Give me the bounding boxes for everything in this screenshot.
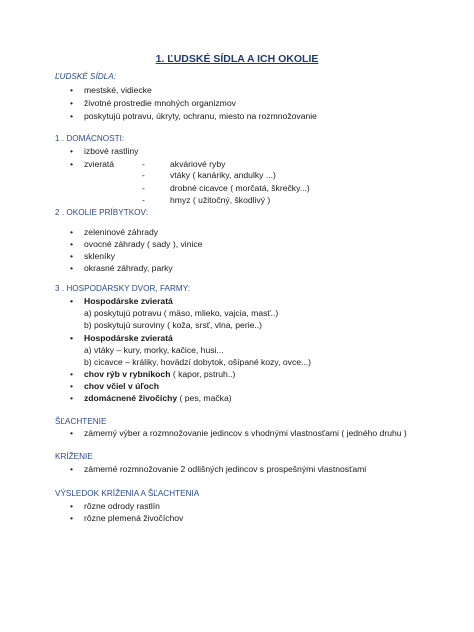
list-item: • Hospodárske zvieratá: [84, 333, 173, 344]
list-item: akváriové ryby: [170, 159, 226, 169]
list-item: • zámerný výber a rozmnožovanie jedincov s vhodnými vlastnosťami ( jedného druhu ): [84, 428, 407, 439]
dash-mark: -: [142, 159, 145, 169]
list-item: • zeleninové záhrady: [84, 227, 158, 238]
list-item: hmyz ( užitočný, škodlivý ): [170, 195, 271, 205]
heading-slachtenie: ŠĽACHTENIE: [55, 417, 107, 426]
heading-krizenie: KRÍŽENIE: [55, 452, 93, 461]
bold-text: chov rýb v rybníkoch: [84, 369, 171, 379]
sub-item: b) poskytujú suroviny ( koža, srsť, vlna, perie..): [84, 320, 263, 330]
list-item: • rôzne plemená živočíchov: [84, 513, 183, 524]
list-item: • okrasné záhrady, parky: [84, 263, 173, 274]
dash-mark: -: [142, 183, 145, 193]
sub-item: a) poskytujú potravu ( mäso, mlieko, vajcia, masť..): [84, 308, 279, 318]
heading-ludske-sidla: ĽUDSKÉ SÍDLA:: [55, 72, 116, 81]
dash-mark: -: [142, 170, 145, 180]
list-item: • zámerné rozmnožovanie 2 odlišných jedincov s prospešnými vlastnosťami: [84, 464, 366, 475]
sub-item: a) vtáky – kury, morky, kačice, husi...: [84, 345, 224, 355]
dash-mark: -: [142, 195, 145, 205]
heading-okolie-pribytkov: 2 . OKOLIE PRÍBYTKOV:: [55, 208, 148, 217]
plain-text: ( pes, mačka): [177, 393, 232, 403]
list-item: • ovocné záhrady ( sady ), vinice: [84, 239, 202, 250]
bold-text: chov včiel v úľoch: [84, 381, 159, 391]
list-item: drobné cicavce ( morčatá, škrečky...): [170, 183, 310, 193]
list-item: • mestské, vidiecke: [84, 85, 152, 96]
list-item: [84, 369, 235, 380]
list-item: • zvieratá: [84, 159, 114, 170]
plain-text: ( kapor, pstruh..): [170, 369, 236, 379]
heading-domacnosti: 1 . DOMÁCNOSTI:: [55, 134, 125, 143]
list-item: • izbové rastliny: [84, 146, 138, 157]
list-item: • Hospodárske zvieratá: [84, 296, 173, 307]
heading-hospodarsky-dvor: 3 . HOSPODÁRSKY DVOR, FARMY:: [55, 284, 190, 293]
list-item: [84, 381, 159, 392]
page-title: 1. ĽUDSKÉ SÍDLA A ICH OKOLIE: [155, 53, 319, 65]
sub-item: b) cicavce – králiky, hovädzí dobytok, ošípané kozy, ovce...): [84, 357, 312, 367]
list-item: • poskytujú potravu, úkryty, ochranu, miesto na rozmnožovanie: [84, 111, 317, 122]
list-item: vtáky ( kanáriky, andulky ...): [170, 170, 276, 180]
list-item: • rôzne odrody rastlín: [84, 501, 160, 512]
list-item: [84, 393, 232, 404]
list-item: • skleníky: [84, 251, 115, 262]
list-item: • životné prostredie mnohých organizmov: [84, 98, 236, 109]
heading-vysledok: VÝSLEDOK KRÍŽENIA A ŠĽACHTENIA: [55, 489, 200, 498]
bold-text: zdomácnené živočíchy: [84, 393, 178, 403]
